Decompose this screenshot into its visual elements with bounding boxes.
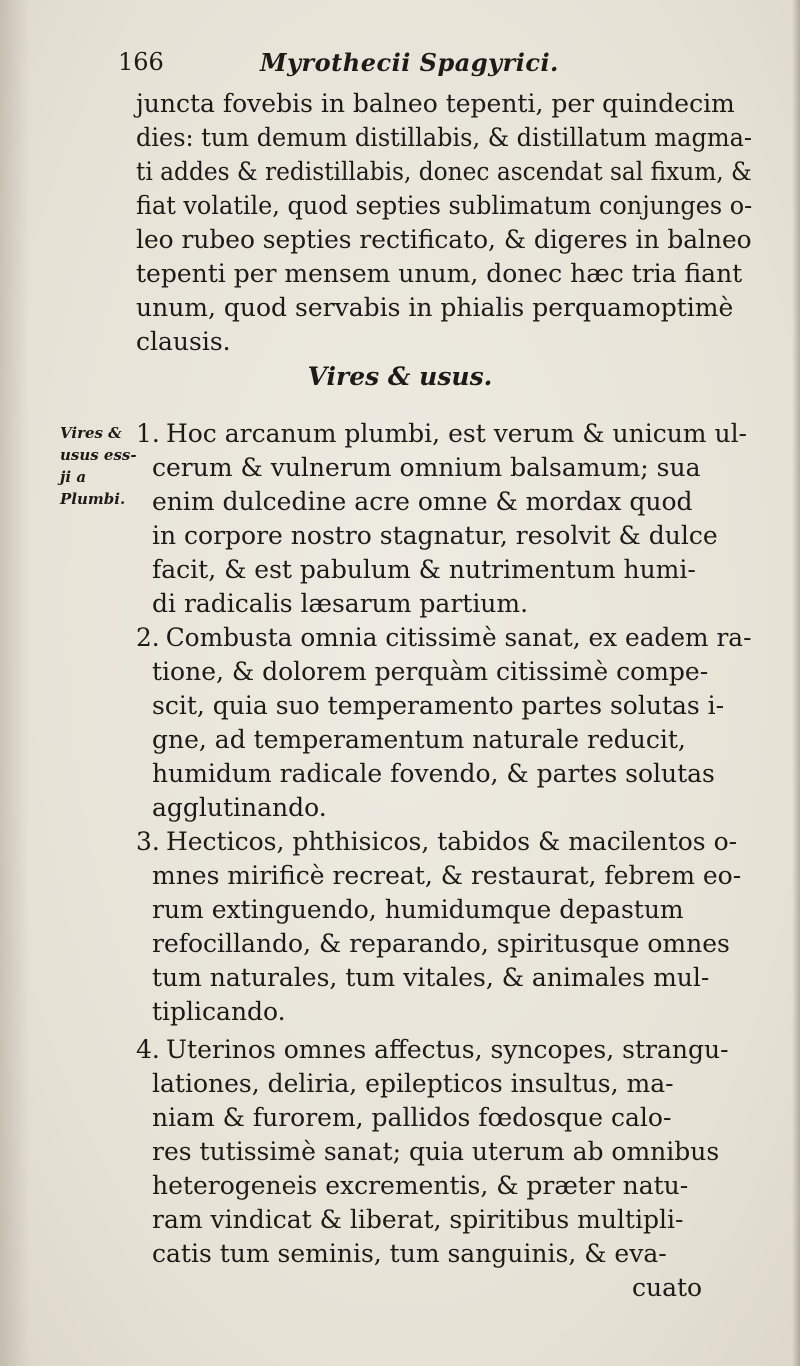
- running-title: Myrothecii Spagyrici.: [260, 48, 559, 77]
- page-number: 166: [118, 48, 164, 76]
- page-header: [118, 48, 718, 88]
- text-line: leo rubeo septies rectificato, & digeres in balneo: [136, 225, 752, 254]
- text-line: facit, & est pabulum & nutrimentum humi-: [152, 555, 696, 584]
- catchword: cuato: [632, 1273, 703, 1302]
- text-line: tiplicando.: [152, 997, 286, 1026]
- text-line: cerum & vulnerum omnium balsamum; sua: [152, 453, 701, 482]
- text-line: tione, & dolorem perquàm citissimè compe-: [152, 657, 709, 686]
- text-line: fiat volatile, quod septies sublimatum conjunges o-: [136, 191, 753, 220]
- text-line: juncta fovebis in balneo tepenti, per quindecim: [136, 89, 735, 118]
- section-heading: Vires & usus.: [307, 362, 493, 391]
- text-line: lationes, deliria, epilepticos insultus, ma-: [152, 1069, 674, 1098]
- item-number: 3.: [136, 827, 160, 856]
- text-line: ram vindicat & liberat, spiritibus multipli-: [152, 1205, 684, 1234]
- item-number: 1.: [136, 419, 160, 448]
- item-first-line: [136, 1034, 729, 1066]
- text-line: catis tum seminis, tum sanguinis, & eva-: [152, 1239, 667, 1268]
- text-line: Hecticos, phthisicos, tabidos & macilentos o-: [165, 827, 738, 856]
- text-line: refocillando, & reparando, spiritusque omnes: [152, 929, 730, 958]
- text-line: clausis.: [136, 327, 231, 356]
- text-line: rum extinguendo, humidumque depastum: [152, 895, 684, 924]
- item-first-line: [136, 418, 747, 450]
- text-line: di radicalis læsarum partium.: [152, 589, 529, 618]
- text-line: Uterinos omnes affectus, syncopes, strangu-: [165, 1035, 729, 1064]
- gutter-shadow: [0, 0, 30, 1366]
- item-first-line: [136, 622, 751, 654]
- text-line: tum naturales, tum vitales, & animales mul-: [152, 963, 710, 992]
- text-line: tepenti per mensem unum, donec hæc tria fiant: [136, 259, 743, 288]
- margin-note-line: usus ess-: [60, 446, 137, 464]
- text-line: enim dulcedine acre omne & mordax quod: [152, 487, 693, 516]
- margin-note-line: Plumbi.: [60, 490, 126, 508]
- text-line: humidum radicale fovendo, & partes solutas: [152, 759, 715, 788]
- item-first-line: [136, 826, 737, 858]
- item-number: 4.: [136, 1035, 160, 1064]
- item-number: 2.: [136, 623, 160, 652]
- text-line: Combusta omnia citissimè sanat, ex eadem ra-: [165, 623, 752, 652]
- margin-note-line: ji a: [60, 468, 87, 486]
- text-line: scit, quia suo temperamento partes solutas i-: [152, 691, 725, 720]
- margin-note-line: Vires &: [60, 424, 122, 442]
- text-line: niam & furorem, pallidos fœdosque calo-: [152, 1103, 672, 1132]
- text-line: unum, quod servabis in phialis perquamoptimè: [136, 293, 734, 322]
- text-line: Hoc arcanum plumbi, est verum & unicum ul-: [165, 419, 748, 448]
- text-line: dies: tum demum distillabis, & distillatum magma-: [136, 123, 752, 152]
- text-line: ti addes & redistillabis, donec ascendat sal fixum, &: [136, 157, 752, 186]
- text-line: agglutinando.: [152, 793, 327, 822]
- text-line: gne, ad temperamentum naturale reducit,: [152, 725, 686, 754]
- text-line: in corpore nostro stagnatur, resolvit & dulce: [152, 521, 718, 550]
- text-line: heterogeneis excrementis, & præter natu-: [152, 1171, 689, 1200]
- text-line: mnes mirificè recreat, & restaurat, febrem eo-: [152, 861, 742, 890]
- page-edge: [792, 0, 800, 1366]
- text-line: res tutissimè sanat; quia uterum ab omnibus: [152, 1137, 720, 1166]
